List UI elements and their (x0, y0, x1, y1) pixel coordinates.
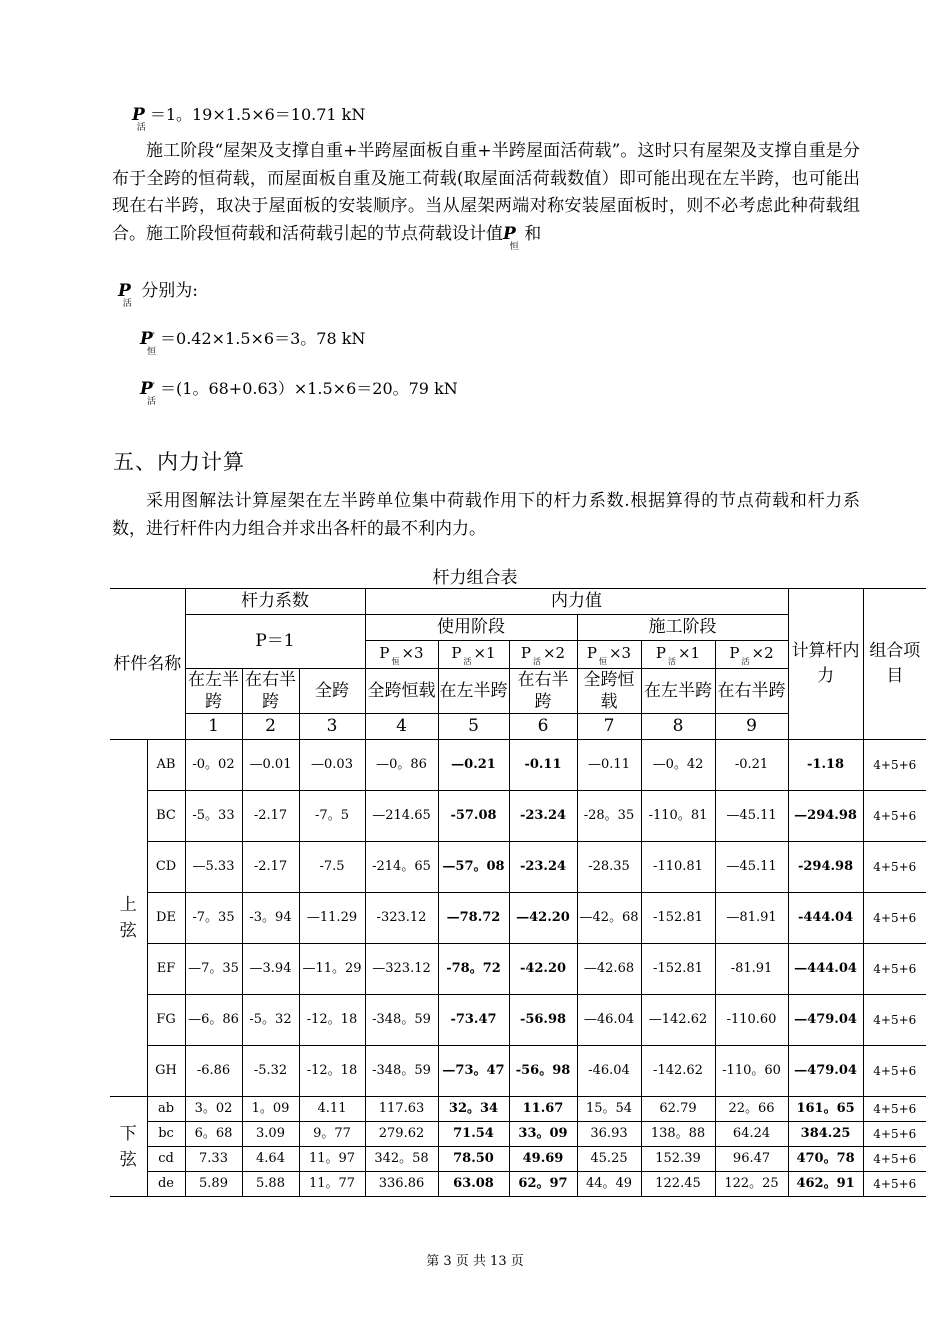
value-cell: 279.62 (365, 1122, 438, 1147)
value-cell: -0。02 (185, 740, 242, 791)
load-col-header: P $_活$ ×2 (715, 641, 788, 669)
value-cell: -110。81 (641, 791, 715, 842)
value-cell: 62。97 (509, 1172, 577, 1197)
load-col-header: P $_恒$ ×3 (365, 641, 438, 669)
value-cell: -46.04 (577, 1046, 641, 1097)
value-cell: -28.35 (577, 842, 641, 893)
combo-cell: 4+5+6 (863, 893, 926, 944)
member-name-cell: EF (147, 944, 185, 995)
value-cell: 96.47 (715, 1147, 788, 1172)
member-name-header: 杆件名称 (110, 589, 185, 740)
member-name-cell: ab (147, 1097, 185, 1122)
value-cell: —42.68 (577, 944, 641, 995)
value-cell: 4.64 (242, 1147, 299, 1172)
value-cell: 4.11 (299, 1097, 365, 1122)
col-number-cell: 1 (185, 714, 242, 740)
value-cell: -3。94 (242, 893, 299, 944)
table-row (110, 1122, 926, 1147)
value-cell: 11。97 (299, 1147, 365, 1172)
combo-cell: 4+5+6 (863, 791, 926, 842)
value-cell: 122。25 (715, 1172, 788, 1197)
load-col-header: P $_活$ ×1 (438, 641, 509, 669)
value-cell: -110.60 (715, 995, 788, 1046)
value-cell: -12。18 (299, 1046, 365, 1097)
value-cell: —0.11 (577, 740, 641, 791)
combo-cell: 4+5+6 (863, 1147, 926, 1172)
value-cell: -323.12 (365, 893, 438, 944)
table-row (110, 1172, 926, 1197)
sub-header-cell: 在右半跨 (242, 669, 299, 714)
load-col-header: P $_恒$ ×3 (577, 641, 641, 669)
value-cell: —81.91 (715, 893, 788, 944)
value-cell: —11.29 (299, 893, 365, 944)
paragraph-method: 采用图解法计算屋架在左半跨单位集中荷载作用下的杆力系数.根据算得的节点荷载和杆力系数，进行杆件内力组合并求出各杆的最不利内力。 (112, 491, 860, 539)
value-cell: 3。02 (185, 1097, 242, 1122)
sub-header-cell: 在右半跨 (715, 669, 788, 714)
value-cell: 62.79 (641, 1097, 715, 1122)
member-name-cell: GH (147, 1046, 185, 1097)
value-cell: -42.20 (509, 944, 577, 995)
value-cell: 45.25 (577, 1147, 641, 1172)
value-cell: -444.04 (788, 893, 863, 944)
value-cell: —7。35 (185, 944, 242, 995)
value-cell: 11。77 (299, 1172, 365, 1197)
paragraph-tail: $P_活$ 分别为: (118, 281, 198, 309)
value-cell: —42.20 (509, 893, 577, 944)
value-cell: —142.62 (641, 995, 715, 1046)
value-cell: 342。58 (365, 1147, 438, 1172)
table-row (110, 791, 926, 842)
combo-cell: 4+5+6 (863, 1172, 926, 1197)
value-cell: —45.11 (715, 791, 788, 842)
formula-p-dead-build: $P'_恒=0.42\times 1.5\times 6=3$。78 kN (140, 329, 366, 357)
value-cell: 36.93 (577, 1122, 641, 1147)
sub-header-cell: 全跨 (299, 669, 365, 714)
value-cell: 22。66 (715, 1097, 788, 1122)
value-cell: -23.24 (509, 842, 577, 893)
value-cell: -7.5 (299, 842, 365, 893)
value-cell: —6。86 (185, 995, 242, 1046)
value-cell: 71.54 (438, 1122, 509, 1147)
value-cell: -5。32 (242, 995, 299, 1046)
value-cell: —479.04 (788, 1046, 863, 1097)
value-cell: -81.91 (715, 944, 788, 995)
value-cell: —0。86 (365, 740, 438, 791)
value-cell: —214.65 (365, 791, 438, 842)
value-cell: 7.33 (185, 1147, 242, 1172)
member-name-cell: DE (147, 893, 185, 944)
value-cell: 32。34 (438, 1097, 509, 1122)
combo-cell: 4+5+6 (863, 1122, 926, 1147)
value-cell: 44。49 (577, 1172, 641, 1197)
value-cell: -23.24 (509, 791, 577, 842)
value-cell: —323.12 (365, 944, 438, 995)
value-cell: 78.50 (438, 1147, 509, 1172)
col-number-cell: 6 (509, 714, 577, 740)
value-cell: 6。68 (185, 1122, 242, 1147)
value-cell: —73。47 (438, 1046, 509, 1097)
force-group-header: 内力值 (365, 589, 788, 615)
sub-header-cell: 全跨恒载 (577, 669, 641, 714)
value-cell: -28。35 (577, 791, 641, 842)
table-row (110, 1046, 926, 1097)
value-cell: —479.04 (788, 995, 863, 1046)
table-caption: 杆力组合表 (432, 568, 518, 588)
table-row (110, 842, 926, 893)
value-cell: —57。08 (438, 842, 509, 893)
value-cell: 11.67 (509, 1097, 577, 1122)
value-cell: -294.98 (788, 842, 863, 893)
value-cell: -2.17 (242, 842, 299, 893)
value-cell: -56.98 (509, 995, 577, 1046)
sub-header-cell: 全跨恒载 (365, 669, 438, 714)
upper-chord-label: 上弦 (110, 740, 147, 1097)
value-cell: 1。09 (242, 1097, 299, 1122)
value-cell: —45.11 (715, 842, 788, 893)
value-cell: 336.86 (365, 1172, 438, 1197)
value-cell: —444.04 (788, 944, 863, 995)
value-cell: 64.24 (715, 1122, 788, 1147)
combo-cell: 4+5+6 (863, 944, 926, 995)
page-footer: 第 3 页 共 13 页 (426, 1254, 524, 1269)
table-row (110, 893, 926, 944)
value-cell: -6.86 (185, 1046, 242, 1097)
value-cell: 33。09 (509, 1122, 577, 1147)
sub-header-cell: 在左半跨 (185, 669, 242, 714)
value-cell: -73.47 (438, 995, 509, 1046)
value-cell: —3.94 (242, 944, 299, 995)
force-combination-table (110, 588, 926, 1197)
value-cell: —0.01 (242, 740, 299, 791)
table-row (110, 944, 926, 995)
value-cell: -7。35 (185, 893, 242, 944)
value-cell: -142.62 (641, 1046, 715, 1097)
value-cell: —294.98 (788, 791, 863, 842)
value-cell: -5。33 (185, 791, 242, 842)
member-name-cell: de (147, 1172, 185, 1197)
table-row (110, 995, 926, 1046)
formula-p-live-build: $P'_活=(1$。68+0.63）×1.5×6＝20。79 kN (140, 379, 458, 407)
member-name-cell: BC (147, 791, 185, 842)
use-stage-header: 使用阶段 (365, 615, 577, 641)
value-cell: 15。54 (577, 1097, 641, 1122)
value-cell: —0.21 (438, 740, 509, 791)
value-cell: -5.32 (242, 1046, 299, 1097)
value-cell: -56。98 (509, 1046, 577, 1097)
value-cell: -214。65 (365, 842, 438, 893)
member-name-cell: AB (147, 740, 185, 791)
table-row (110, 740, 926, 791)
member-name-cell: FG (147, 995, 185, 1046)
build-stage-header: 施工阶段 (577, 615, 788, 641)
value-cell: 9。77 (299, 1122, 365, 1147)
value-cell: 5.88 (242, 1172, 299, 1197)
value-cell: —5.33 (185, 842, 242, 893)
value-cell: -12。18 (299, 995, 365, 1046)
coef-group-header: 杆力系数 (185, 589, 365, 615)
value-cell: 117.63 (365, 1097, 438, 1122)
value-cell: -152.81 (641, 944, 715, 995)
sub-header-cell: 在左半跨 (438, 669, 509, 714)
col-number-cell: 3 (299, 714, 365, 740)
value-cell: —0。42 (641, 740, 715, 791)
combo-cell: 4+5+6 (863, 842, 926, 893)
load-col-header: P $_活$ ×1 (641, 641, 715, 669)
combo-cell: 4+5+6 (863, 1097, 926, 1122)
value-cell: 152.39 (641, 1147, 715, 1172)
combo-cell: 4+5+6 (863, 1046, 926, 1097)
value-cell: -152.81 (641, 893, 715, 944)
value-cell: 462。91 (788, 1172, 863, 1197)
combo-header: 组合项目 (863, 589, 926, 740)
value-cell: 384.25 (788, 1122, 863, 1147)
combo-cell: 4+5+6 (863, 995, 926, 1046)
value-cell: -348。59 (365, 995, 438, 1046)
value-cell: 122.45 (641, 1172, 715, 1197)
sub-header-cell: 在左半跨 (641, 669, 715, 714)
load-col-header: P $_活$ ×2 (509, 641, 577, 669)
member-name-cell: CD (147, 842, 185, 893)
member-name-cell: bc (147, 1122, 185, 1147)
value-cell: -110。60 (715, 1046, 788, 1097)
table-row (110, 1097, 926, 1122)
value-cell: —42。68 (577, 893, 641, 944)
value-cell: 470。78 (788, 1147, 863, 1172)
col-number-cell: 7 (577, 714, 641, 740)
value-cell: 161。65 (788, 1097, 863, 1122)
value-cell: -348。59 (365, 1046, 438, 1097)
value-cell: -0.11 (509, 740, 577, 791)
col-number-cell: 8 (641, 714, 715, 740)
value-cell: -78。72 (438, 944, 509, 995)
value-cell: —11。29 (299, 944, 365, 995)
value-cell: -1.18 (788, 740, 863, 791)
value-cell: —46.04 (577, 995, 641, 1046)
member-name-cell: cd (147, 1147, 185, 1172)
value-cell: -7。5 (299, 791, 365, 842)
lower-chord-label: 下弦 (110, 1097, 147, 1197)
value-cell: -57.08 (438, 791, 509, 842)
value-cell: 3.09 (242, 1122, 299, 1147)
col-number-cell: 2 (242, 714, 299, 740)
combo-cell: 4+5+6 (863, 740, 926, 791)
col-number-cell: 4 (365, 714, 438, 740)
sub-header-cell: 在右半跨 (509, 669, 577, 714)
section-heading: 五、内力计算 (113, 450, 245, 474)
calc-force-header: 计算杆内力 (788, 589, 863, 740)
value-cell: 138。88 (641, 1122, 715, 1147)
value-cell: 5.89 (185, 1172, 242, 1197)
value-cell: 49.69 (509, 1147, 577, 1172)
col-number-cell: 9 (715, 714, 788, 740)
paragraph-construction-stage: 施工阶段“屋架及支撑自重+半跨屋面板自重+半跨屋面活荷载”。这时只有屋架及支撑自重是分布于全跨的恒荷载，而屋面板自重及施工荷载(取屋面活荷载数值）即可能出现在左半跨，也可能出现在右半跨，取决于屋面板的安装顺序。当从屋架两端对称安装屋面板时，则不必考虑此种荷载组合。施工阶段恒荷载和活荷载引起的节点荷载设计值$P_恒$ 和 (112, 141, 860, 252)
p-eq-one-header: P＝1 (185, 615, 365, 669)
value-cell: —0.03 (299, 740, 365, 791)
value-cell: -2.17 (242, 791, 299, 842)
formula-p-live-use: $P_活=1$。19×1.5×6＝10.71 kN (132, 105, 366, 133)
value-cell: 63.08 (438, 1172, 509, 1197)
value-cell: -0.21 (715, 740, 788, 791)
value-cell: -110.81 (641, 842, 715, 893)
col-number-cell: 5 (438, 714, 509, 740)
table-row (110, 1147, 926, 1172)
value-cell: —78.72 (438, 893, 509, 944)
